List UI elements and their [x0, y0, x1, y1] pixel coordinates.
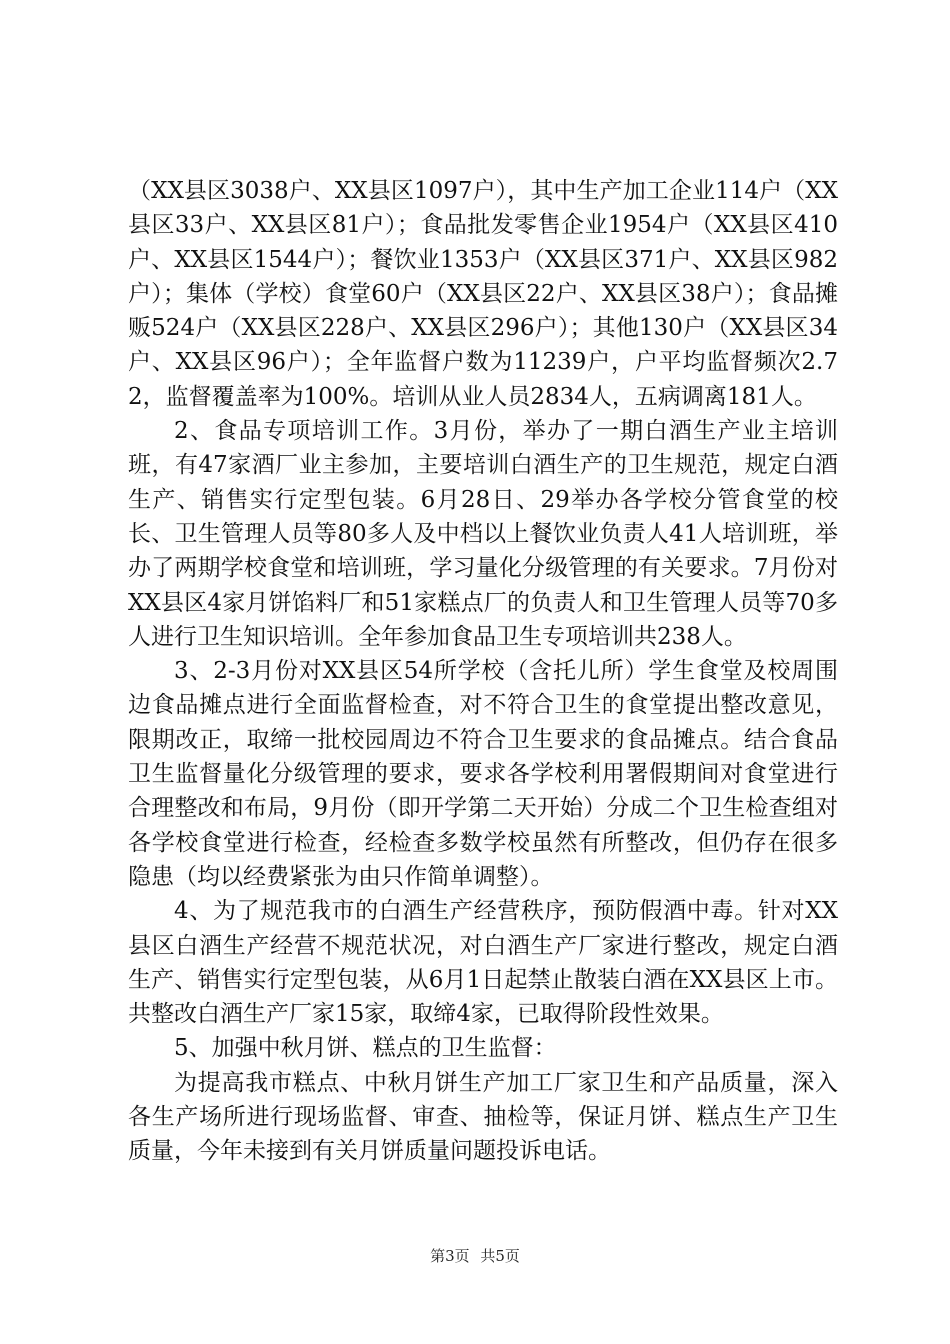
page-total: 共5页 — [480, 1247, 520, 1265]
paragraph-training: 2、食品专项培训工作。3月份，举办了一期白酒生产业主培训班，有47家酒厂业主参加，主要培训白酒生产的卫生规范，规定白酒生产、销售实行定型包装。6月28日、29举办各学校分管食堂的校长、卫生管理人员等80多人及中档以上餐饮业负责人41人培训班，举办了两期学校食堂和培训班，学习量化分级管理的有关要求。7月份对XX县区4家月饼馅料厂和51家糕点厂的负责人和卫生管理人员等70多人进行卫生知识培训。全年参加食品卫生专项培训共238人。 — [128, 418, 838, 650]
page-number: 第3页 — [430, 1247, 470, 1265]
paragraph-mooncake-supervision: 为提高我市糕点、中秋月饼生产加工厂家卫生和产品质量，深入各生产场所进行现场监督、审查、抽检等，保证月饼、糕点生产卫生质量，今年未接到有关月饼质量问题投诉电话。 — [128, 1069, 838, 1165]
paragraph-mooncake-heading: 5、加强中秋月饼、糕点的卫生监督： — [174, 1035, 557, 1062]
page-footer — [0, 1245, 950, 1266]
document-body — [128, 174, 838, 1169]
paragraph-liquor-regulation: 4、为了规范我市的白酒生产经营秩序，预防假酒中毒。针对XX县区白酒生产经营不规范状况，对白酒生产厂家进行整改，规定白酒生产、销售实行定型包装，从6月1日起禁止散装白酒在XX县区上市。共整改白酒生产厂家15家，取缔4家，已取得阶段性效果。 — [128, 898, 838, 1028]
paragraph-statistics: （XX县区3038户、XX县区1097户），其中生产加工企业114户（XX县区33户、XX县区81户）；食品批发零售企业1954户（XX县区410户、XX县区1544户）；餐饮业1353户（XX县区371户、XX县区982户）；集体（学校）食堂60户（XX县区22户、XX县区38户）；食品摊贩524户（XX县区228户、XX县区296户）；其他130户（XX县区34户、XX县区96户）；全年监督户数为11239户，户平均监督频次2.72，监督覆盖率为100%。培训从业人员2834人，五病调离181人。 — [128, 178, 838, 410]
paragraph-school-canteens: 3、2-3月份对XX县区54所学校（含托儿所）学生食堂及校周围边食品摊点进行全面监督检查，对不符合卫生的食堂提出整改意见，限期改正，取缔一批校园周边不符合卫生要求的食品摊点。结合食品卫生监督量化分级管理的要求，要求各学校利用署假期间对食堂进行合理整改和布局，9月份（即开学第二天开始）分成二个卫生检查组对各学校食堂进行检查，经检查多数学校虽然有所整改，但仍存在很多隐患（均以经费紧张为由只作简单调整）。 — [128, 658, 838, 890]
